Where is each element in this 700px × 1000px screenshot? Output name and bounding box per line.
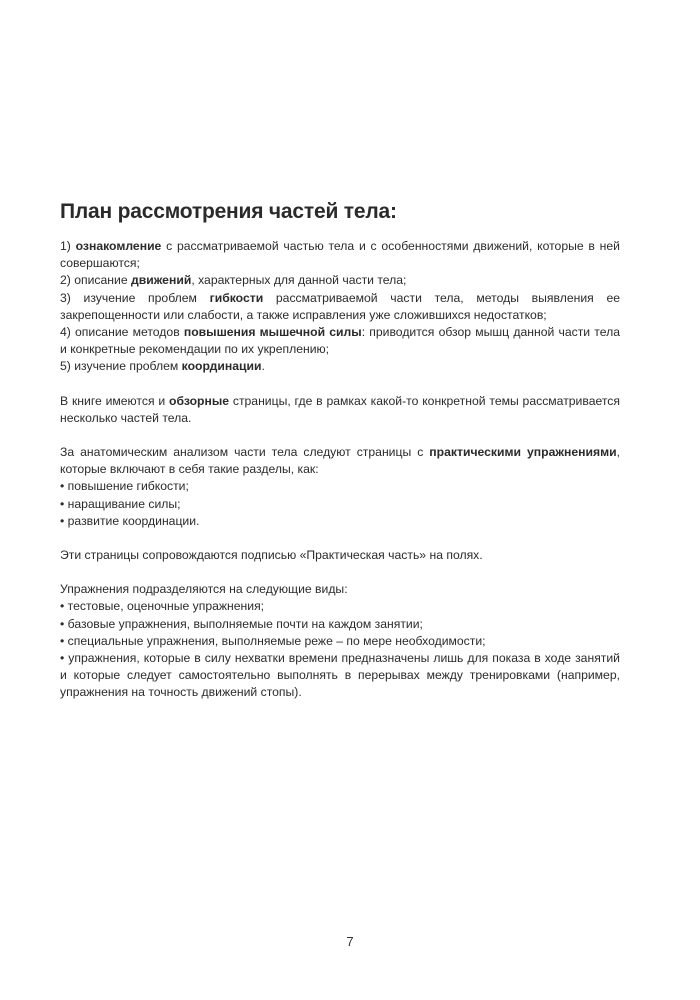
exercise-bullet: • упражнения, которые в силу нехватки времени предназначены лишь для показа в ходе занятий и которые следует самостоятельно выполнять в перерывах между тренировками (например, упражнения на точность движений стопы). bbox=[60, 651, 620, 700]
practice-bullet: • повышение гибкости; bbox=[60, 479, 189, 494]
plan-item-4-post: : приводится обзор мышц данной части тела и конкретные рекомендации по их укреплению; bbox=[60, 325, 620, 357]
overview-post: страницы, где в рамках какой-то конкретной темы рассматривается несколько частей тела. bbox=[60, 393, 620, 425]
page-title: План рассмотрения частей тела: bbox=[60, 200, 397, 223]
exercise-bullet: • тестовые, оценочные упражнения; bbox=[60, 599, 265, 614]
practice-post: , которые включают в себя такие разделы, как: bbox=[60, 445, 621, 477]
plan-list bbox=[60, 238, 620, 376]
caption-note: Эти страницы сопровождаются подписью «Практическая часть» на полях. bbox=[60, 548, 483, 563]
overview-paragraph bbox=[60, 393, 620, 427]
plan-item-3-pre: 3) изучение проблем bbox=[60, 290, 210, 305]
plan-item-3-post: рассматриваемой части тела, методы выявления ее закрепощенности или слабости, а также исправления уже сложившихся недостатков; bbox=[60, 290, 620, 322]
plan-item-5-pre: 5) изучение проблем bbox=[60, 359, 182, 374]
plan-item-1-post: с рассматриваемой частью тела и с особенностями движений, которые в ней совершаются; bbox=[60, 239, 620, 271]
practice-bullet: • наращивание силы; bbox=[60, 496, 181, 511]
plan-item-4 bbox=[60, 324, 620, 358]
page-number: 7 bbox=[346, 934, 354, 949]
exercise-bullet: • специальные упражнения, выполняемые реже – по мере необходимости; bbox=[60, 633, 486, 648]
plan-item-3-bold: гибкости bbox=[209, 290, 264, 305]
overview-pre: В книге имеются и bbox=[60, 393, 170, 408]
page-content bbox=[60, 200, 620, 719]
plan-item-2-post: , характерных для данной части тела; bbox=[191, 273, 407, 288]
overview-bold: обзорные bbox=[169, 393, 230, 408]
plan-item-4-bold: повышения мышечной силы bbox=[183, 325, 362, 340]
plan-item-1-bold: ознакомление bbox=[75, 239, 162, 253]
practice-paragraph bbox=[60, 444, 620, 530]
practice-pre: За анатомическим анализом части тела следуют страницы с bbox=[60, 445, 430, 460]
plan-item-2 bbox=[60, 272, 620, 289]
plan-item-5-post: . bbox=[261, 359, 265, 374]
plan-item-1 bbox=[60, 238, 620, 272]
plan-item-5-bold: координации bbox=[181, 359, 262, 374]
plan-item-5 bbox=[60, 358, 620, 375]
exercises-paragraph bbox=[60, 581, 620, 701]
plan-item-1-pre: 1) bbox=[60, 239, 76, 253]
plan-item-2-pre: 2) описание bbox=[60, 273, 131, 288]
practice-bullet: • развитие координации. bbox=[60, 513, 200, 528]
plan-item-2-bold: движений bbox=[130, 273, 192, 288]
practice-bold: практическими упражнениями bbox=[429, 445, 617, 460]
plan-item-3 bbox=[60, 290, 620, 324]
exercises-intro: Упражнения подразделяются на следующие виды: bbox=[60, 582, 348, 597]
plan-item-4-pre: 4) описание методов bbox=[60, 325, 184, 340]
practice-intro bbox=[60, 444, 620, 478]
exercise-bullet: • базовые упражнения, выполняемые почти на каждом занятии; bbox=[60, 616, 423, 631]
